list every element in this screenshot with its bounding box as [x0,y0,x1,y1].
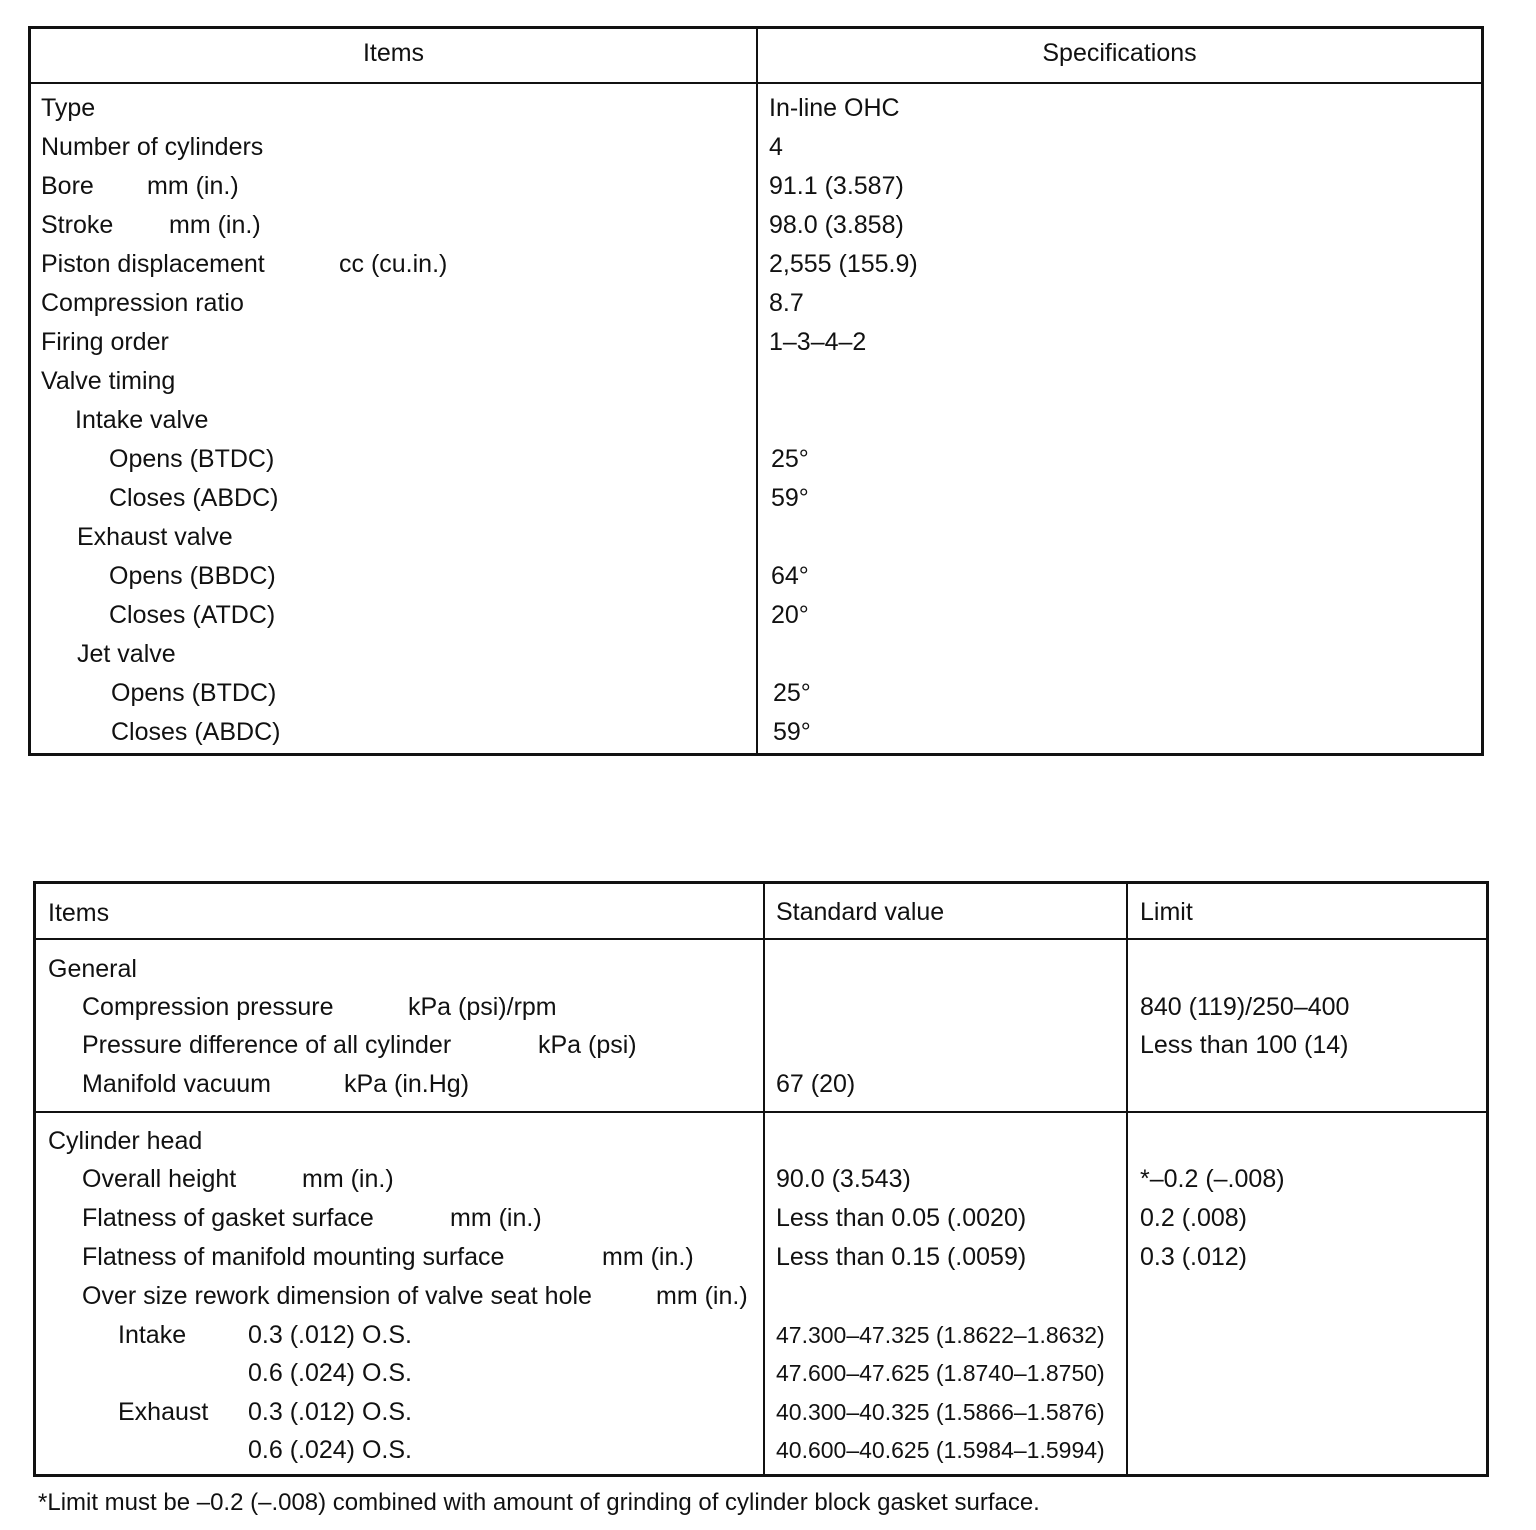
spec-row-item: Opens (BTDC) [111,679,277,707]
service-header-divider [36,938,1486,940]
spec-row-item: Opens (BTDC) [109,445,275,473]
oversize-size: 0.6 (.024) O.S. [248,1359,412,1387]
spec-row-item: Firing order [41,328,169,356]
spec-row-item: Number of cylinders [41,133,264,161]
service-row-item: Overall height [82,1165,237,1193]
spec-row-value: 59° [773,718,811,746]
spec-row-item: Closes (ABDC) [111,718,281,746]
spec-row-unit: mm (in.) [147,172,239,200]
service-section-divider [36,1111,1486,1113]
oversize-label: Intake [118,1321,187,1349]
spec-row-item: Piston displacement [41,250,265,278]
spec-row-value: In-line OHC [769,94,900,122]
spec-row-value: 25° [773,679,811,707]
service-row-limit: Less than 100 (14) [1140,1031,1349,1059]
spec-row-item: Opens (BBDC) [109,562,276,590]
spec-row-value: 98.0 (3.858) [769,211,904,239]
spec-row-item: Type [41,94,96,122]
spec-row-unit: mm (in.) [169,211,261,239]
service-row-item: Over size rework dimension of valve seat hole [82,1282,592,1310]
service-row-item: Pressure difference of all cylinder [82,1031,452,1059]
footnote: *Limit must be –0.2 (–.008) combined with amount of grinding of cylinder block gasket surface. [38,1489,1040,1516]
spec-row-item: Closes (ABDC) [109,484,279,512]
service-row-limit: 0.3 (.012) [1140,1243,1248,1271]
spec-header-items: Items [362,39,425,67]
service-row-unit: kPa (psi) [538,1031,637,1059]
service-col-divider-1 [763,884,765,1474]
oversize-size: 0.6 (.024) O.S. [248,1436,412,1464]
spec-row-value: 20° [771,601,809,629]
spec-row-value: 4 [769,133,783,161]
service-header-standard: Standard value [776,898,945,926]
spec-table-col-divider [756,29,758,753]
spec-row-value: 91.1 (3.587) [769,172,904,200]
service-row-unit: kPa (in.Hg) [344,1070,470,1098]
spec-row-unit: cc (cu.in.) [339,250,448,278]
spec-row-item: Intake valve [75,406,209,434]
service-row-item: Manifold vacuum [82,1070,271,1098]
oversize-size: 0.3 (.012) O.S. [248,1321,412,1349]
service-row-limit: *–0.2 (–.008) [1140,1165,1285,1193]
spec-row-item: Compression ratio [41,289,244,317]
oversize-standard: 40.300–40.325 (1.5866–1.5876) [776,1399,1105,1425]
service-row-unit: mm (in.) [302,1165,394,1193]
service-row-unit: kPa (psi)/rpm [408,993,557,1021]
spec-row-item: Valve timing [41,367,176,395]
oversize-standard: 47.300–47.325 (1.8622–1.8632) [776,1322,1105,1348]
service-row-unit: mm (in.) [602,1243,694,1271]
oversize-label: Exhaust [118,1398,209,1426]
service-col-divider-2 [1126,884,1128,1474]
spec-row-value: 1–3–4–2 [769,328,867,356]
spec-row-item: Stroke [41,211,114,239]
service-row-standard: 67 (20) [776,1070,856,1098]
spec-row-value: 59° [771,484,809,512]
spec-row-item: Bore [41,172,94,200]
section-title-general: General [48,955,137,983]
service-row-limit: 840 (119)/250–400 [1140,993,1350,1021]
spec-row-item: Exhaust valve [77,523,233,551]
oversize-size: 0.3 (.012) O.S. [248,1398,412,1426]
service-row-item: Compression pressure [82,993,334,1021]
service-table [33,881,1489,1477]
spec-header-specs: Specifications [1042,39,1197,67]
service-row-limit: 0.2 (.008) [1140,1204,1248,1232]
service-row-unit: mm (in.) [450,1204,542,1232]
service-row-item: Flatness of manifold mounting surface [82,1243,505,1271]
service-row-standard: Less than 0.15 (.0059) [776,1243,1027,1271]
oversize-standard: 47.600–47.625 (1.8740–1.8750) [776,1360,1105,1386]
service-row-standard: Less than 0.05 (.0020) [776,1204,1027,1232]
spec-table [28,26,1484,756]
spec-row-value: 2,555 (155.9) [769,250,918,278]
spec-row-item: Closes (ATDC) [109,601,276,629]
service-row-item: Flatness of gasket surface [82,1204,374,1232]
service-row-unit: mm (in.) [656,1282,748,1310]
spec-row-value: 8.7 [769,289,804,317]
spec-row-value: 64° [771,562,809,590]
spec-row-item: Jet valve [77,640,176,668]
spec-row-value: 25° [771,445,809,473]
service-row-standard: 90.0 (3.543) [776,1165,911,1193]
spec-table-header-divider [31,82,1481,84]
service-header-limit: Limit [1140,898,1193,926]
section-title-cylinder-head: Cylinder head [48,1127,203,1155]
oversize-standard: 40.600–40.625 (1.5984–1.5994) [776,1437,1105,1463]
service-header-items: Items [48,899,110,927]
